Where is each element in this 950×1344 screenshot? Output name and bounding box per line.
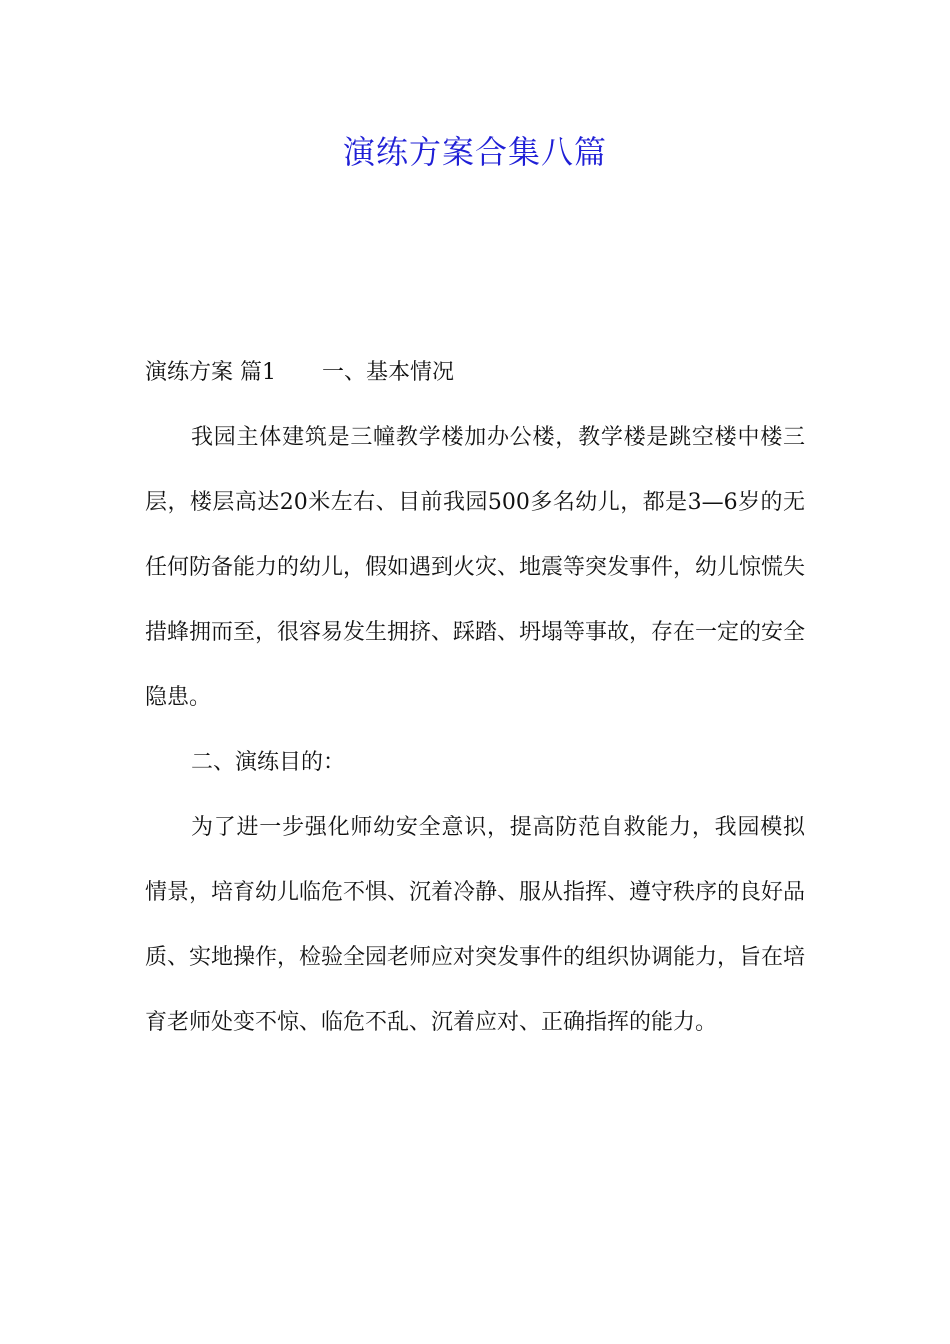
section-label: 演练方案 [145, 360, 234, 385]
subheading-basic-situation: 一、基本情况 [322, 360, 455, 385]
section-number: 篇1 [240, 360, 277, 385]
document-body [145, 340, 805, 1055]
document-title: 演练方案合集八篇 [342, 133, 607, 171]
paragraph-drill-purpose: 为了进一步强化师幼安全意识，提高防范自救能力，我园模拟情景，培育幼儿临危不惧、沉着冷静、服从指挥、遵守秩序的良好品质、实地操作，检验全园老师应对突发事件的组织协调能力，旨在培育老师处变不惊、临危不乱、沉着应对、正确指挥的能力。 [145, 815, 806, 1035]
section-heading-line [145, 340, 805, 405]
subheading-drill-purpose: 二、演练目的： [191, 750, 346, 775]
paragraph-basic-situation: 我园主体建筑是三幢教学楼加办公楼，教学楼是跳空楼中楼三层，楼层高达20米左右、目前我园500多名幼儿，都是3—6岁的无任何防备能力的幼儿，假如遇到火灾、地震等突发事件，幼儿惊慌失措蜂拥而至，很容易发生拥挤、踩踏、坍塌等事故，存在一定的安全隐患。 [145, 425, 806, 710]
